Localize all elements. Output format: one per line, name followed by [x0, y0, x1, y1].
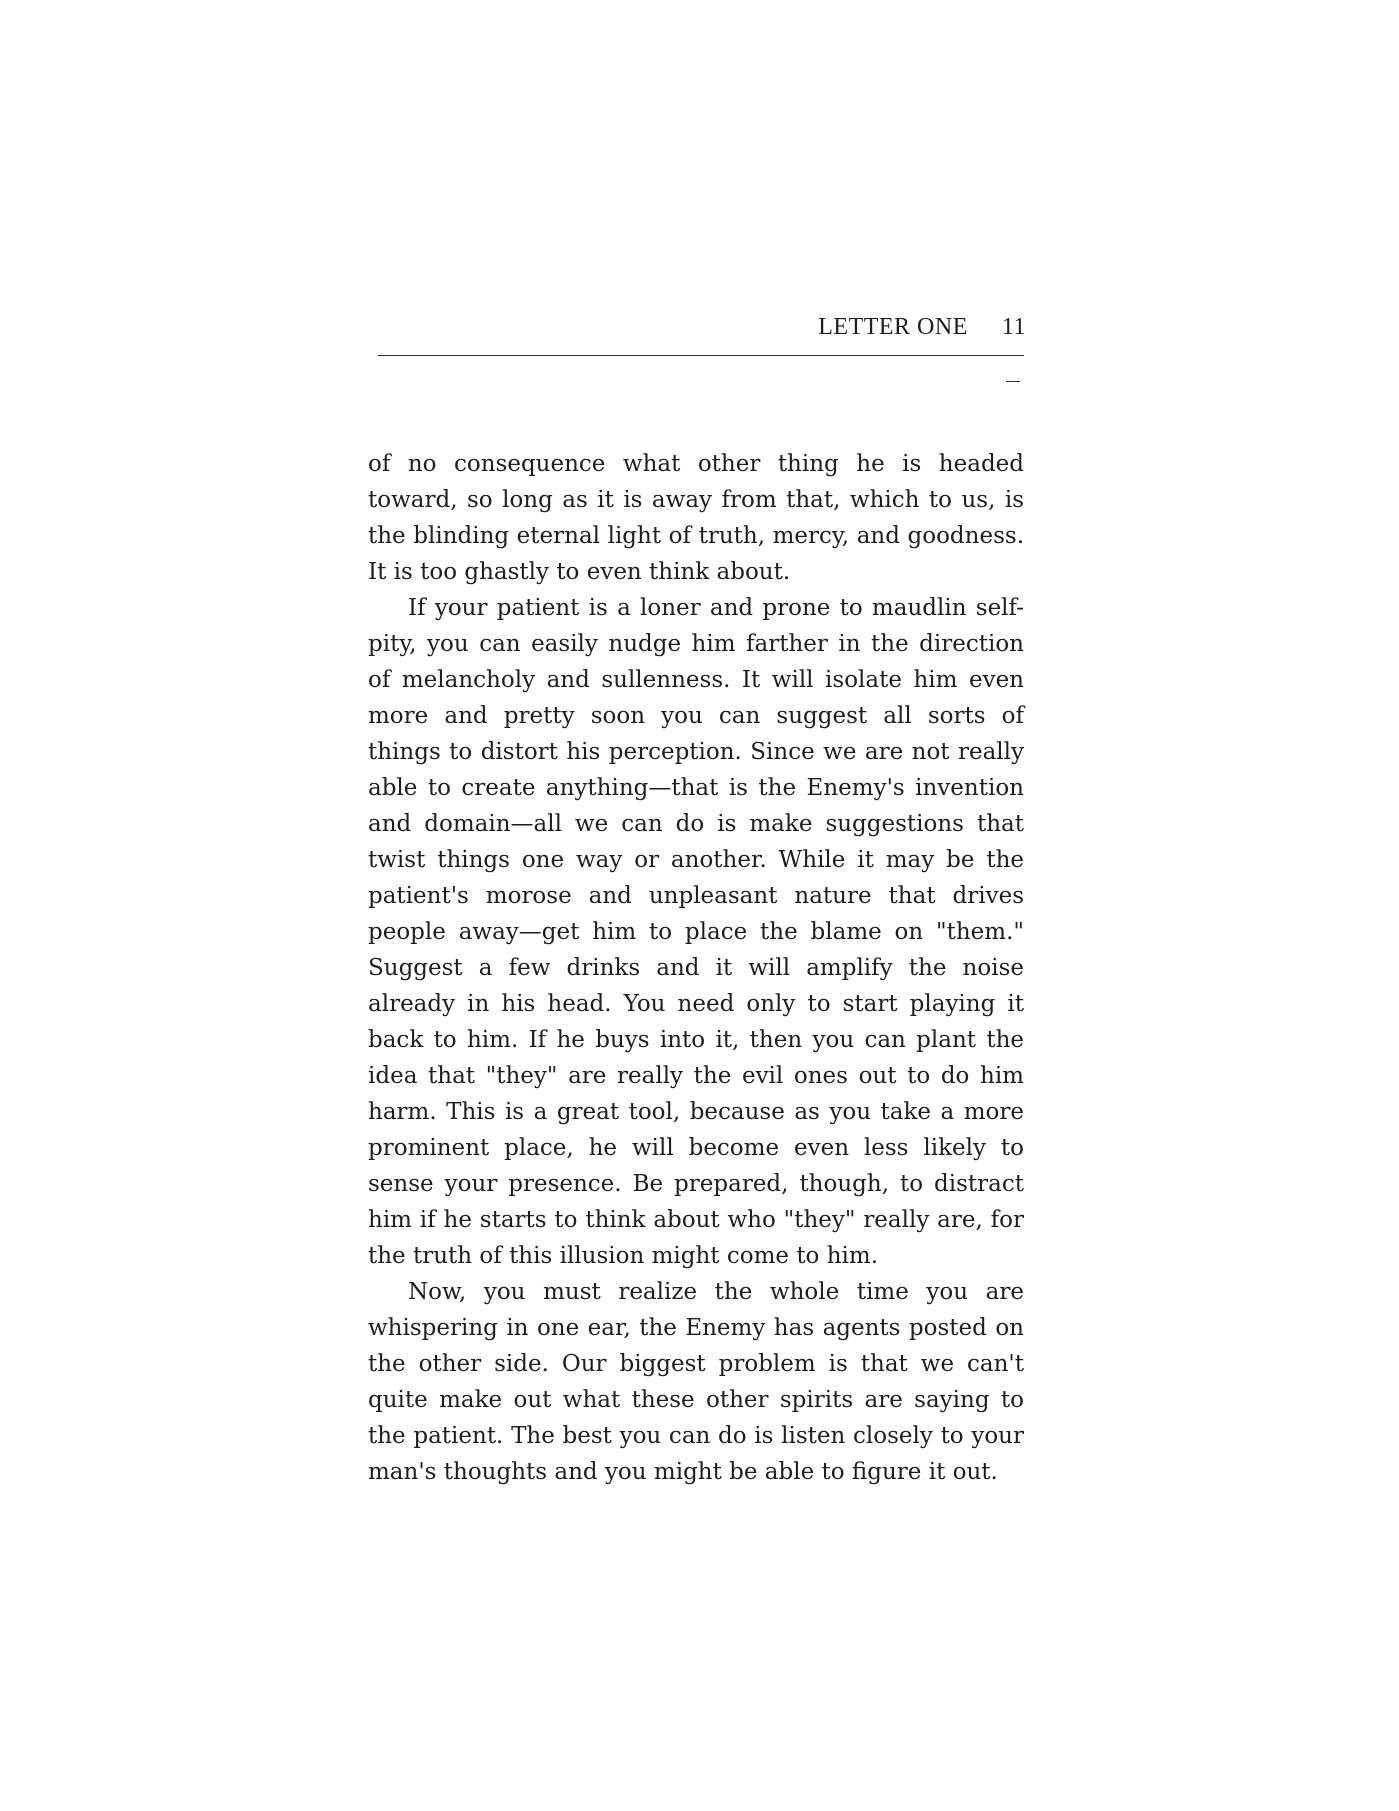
- header-dash-mark: [1006, 381, 1020, 382]
- running-title: LETTER ONE: [818, 314, 968, 340]
- page-number: 11: [1001, 314, 1026, 340]
- header-rule: [378, 355, 1024, 356]
- body-text: [368, 446, 1024, 1490]
- paragraph: Now, you must realize the whole time you are whispering in one ear, the Enemy has agents posted on the other side. Our biggest problem is that we can't quite make out what these other spirits are saying to the patient. The best you can do is listen closely to your man's thoughts and you might be able to figure it out.: [368, 1279, 1024, 1485]
- paragraph: If your patient is a loner and prone to maudlin self-pity, you can easily nudge him farther in the direction of melancholy and sullenness. It will isolate him even more and pretty soon you can suggest all sorts of things to distort his perception. Since we are not really able to create anything—that is the Enemy's invention and domain—all we can do is make suggestions that twist things one way or another. While it may be the patient's morose and unpleasant nature that drives people away—get him to place the blame on "them." Suggest a few drinks and it will amplify the noise already in his head. You need only to start playing it back to him. If he buys into it, then you can plant the idea that "they" are really the evil ones out to do him harm. This is a great tool, because as you take a more prominent place, he will become even less likely to sense your presence. Be prepared, though, to distract him if he starts to think about who "they" really are, for the truth of this illusion might come to him.: [368, 595, 1024, 1269]
- running-head: [378, 310, 1026, 344]
- paragraph-continued: of no consequence what other thing he is headed toward, so long as it is away from that, which to us, is the blinding eternal light of truth, mercy, and goodness. It is too ghastly to even think about.: [368, 451, 1024, 585]
